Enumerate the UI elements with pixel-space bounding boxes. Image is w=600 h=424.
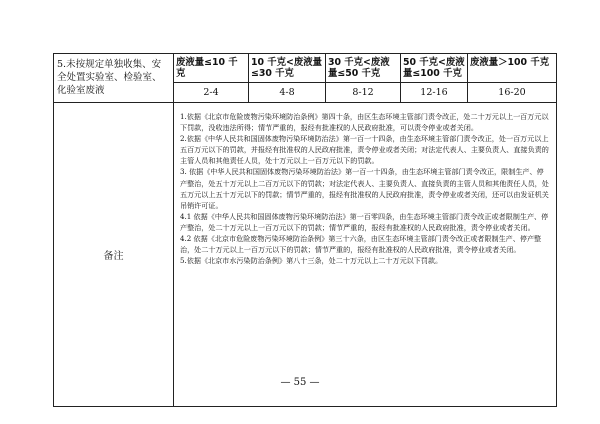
range-header: 50 千克<废液量≤100 千克 (401, 54, 468, 83)
table-row (54, 54, 557, 83)
remark-notes (174, 103, 557, 407)
note-paragraph: 2.依据《中华人民共和国固体废物污染环境防治法》第一百一十四条，由生态环境主管部门责令改正，处一百万元以上五百万元以下的罚款，并报经有批准权的人民政府批准，责令停业或者关闭；对法定代表人、主要负责人、直接负责的主管人员和其他责任人员，处十万元以上一百万元以下的罚款。 (180, 134, 549, 166)
table-row (54, 103, 557, 407)
score-cell: 12-16 (401, 83, 468, 103)
range-header: 废液量＞100 千克 (468, 54, 557, 83)
range-header: 废液量≤10 千克 (174, 54, 249, 83)
note-paragraph: 4.1 依据《中华人民共和国固体废物污染环境防治法》第一百零四条，由生态环境主管部门责令改正或者限制生产、停产整治，处二十万元以上一百万元以下的罚款；情节严重的，报经有批准权的人民政府批准，责令停业或者关闭。 (180, 211, 549, 232)
score-cell: 2-4 (174, 83, 249, 103)
note-paragraph: 1.依据《北京市危险废物污染环境防治条例》第四十条，由区生态环境主管部门责令改正，处二十万元以上一百万元以下罚款，没收违法所得；情节严重的，报经有批准权的人民政府批准，可以责令停业或者关闭。 (180, 112, 549, 133)
violation-item-label: 5.未按规定单独收集、安全处置实验室、检验室、化验室废液 (54, 54, 174, 103)
remark-label: 备注 (54, 103, 174, 407)
penalty-table (53, 53, 557, 407)
range-header: 10 千克<废液量≤30 千克 (249, 54, 326, 83)
range-header: 30 千克<废液量≤50 千克 (326, 54, 401, 83)
note-paragraph: 5.依据《北京市水污染防治条例》第八十三条，处二十万元以上二十万元以下罚款。 (180, 256, 443, 266)
note-paragraph: 4.2 依据《北京市危险废物污染环境防治条例》第三十六条，由区生态环境主管部门责令改正或者限制生产、停产整治，处二十万元以上一百万元以下的罚款；情节严重的，报经有批准权的人民政府批准，责令停业或者关闭。 (180, 234, 542, 255)
note-paragraph: 3. 依据《中华人民共和国固体废物污染环境防治法》第一百一十四条，由生态环境主管部门责令改正，限制生产、停产整治，处五十万元以上二百万元以下的罚款；对法定代表人、主要负责人、直接负责的主管人员和其他责任人员，处五万元以上五十万元以下的罚款；情节严重的，报经有批准权的人民政府批准，责令停业或者关闭，还可以由发证机关吊销许可证。 (180, 167, 549, 210)
score-cell: 16-20 (468, 83, 557, 103)
score-cell: 8-12 (326, 83, 401, 103)
score-cell: 4-8 (249, 83, 326, 103)
page-number: — 55 — (280, 377, 320, 388)
